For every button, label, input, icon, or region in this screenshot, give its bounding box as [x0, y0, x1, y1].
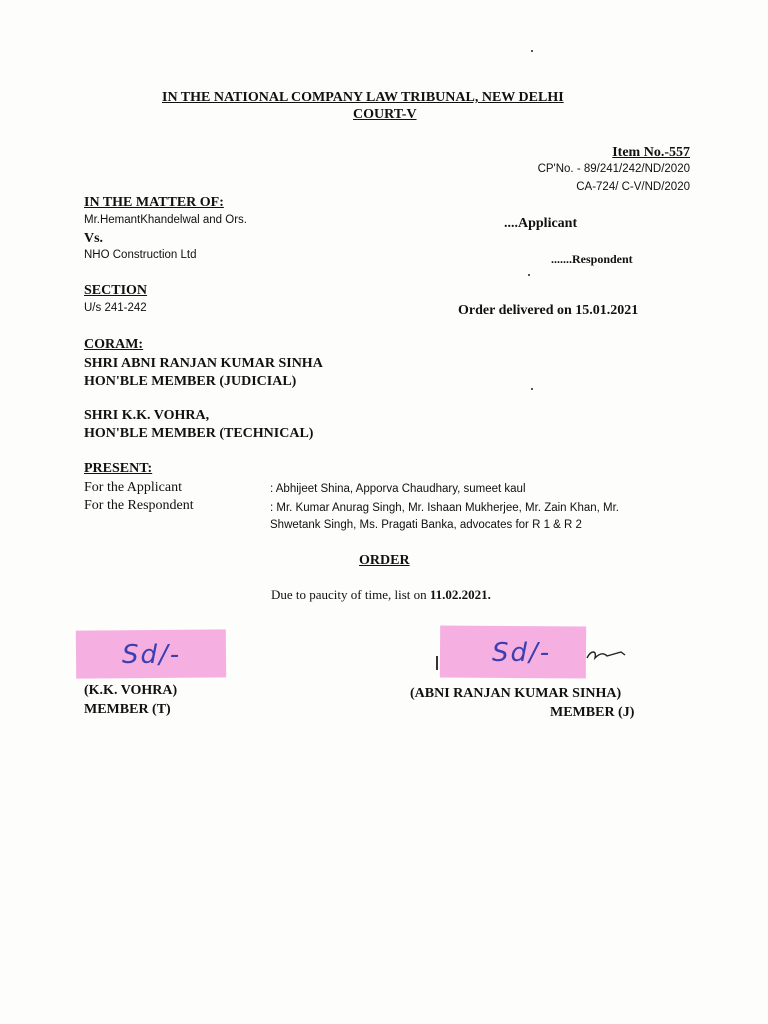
- order-text-prefix: Due to paucity of time, list on: [271, 587, 430, 602]
- coram-member1-title: HON'BLE MEMBER (JUDICIAL): [84, 374, 297, 389]
- order-text: [271, 587, 491, 603]
- section-value: U/s 241-242: [84, 302, 147, 314]
- right-signatory-role: MEMBER (J): [550, 705, 635, 720]
- applicant-name: Mr.HemantKhandelwal and Ors.: [84, 214, 247, 226]
- respondent-counsel-line2: Shwetank Singh, Ms. Pragati Banka, advocates for R 1 & R 2: [270, 519, 582, 531]
- scan-speck: [531, 50, 533, 52]
- section-heading: SECTION: [84, 283, 148, 298]
- coram-member1-name: SHRI ABNI RANJAN KUMAR SINHA: [84, 356, 323, 371]
- present-respondent-label: For the Respondent: [84, 498, 194, 513]
- applicant-counsel: : Abhijeet Shina, Apporva Chaudhary, sumeet kaul: [270, 483, 526, 495]
- order-delivered-date: Order delivered on 15.01.2021: [458, 303, 639, 318]
- respondent-label: .......Respondent: [551, 252, 633, 266]
- left-signature-text: Sd/-: [122, 640, 182, 670]
- right-signatory-name: (ABNI RANJAN KUMAR SINHA): [410, 686, 622, 701]
- respondent-name: NHO Construction Ltd: [84, 249, 197, 261]
- matter-heading: IN THE MATTER OF:: [84, 195, 224, 210]
- signature-mark: [436, 656, 438, 670]
- coram-member2-title: HON'BLE MEMBER (TECHNICAL): [84, 426, 314, 441]
- present-heading: PRESENT:: [84, 461, 153, 476]
- order-list-date: 11.02.2021.: [429, 587, 491, 602]
- applicant-label: ....Applicant: [504, 216, 578, 231]
- tribunal-title: IN THE NATIONAL COMPANY LAW TRIBUNAL, NEW DELHI: [162, 90, 564, 105]
- versus-label: Vs.: [84, 231, 104, 246]
- scan-speck: [528, 274, 530, 276]
- coram-member2-name: SHRI K.K. VOHRA,: [84, 408, 210, 423]
- item-number: Item No.-557: [612, 145, 690, 160]
- handwritten-initials-icon: [585, 646, 627, 664]
- coram-heading: CORAM:: [84, 337, 144, 352]
- ca-number: CA-724/ C-V/ND/2020: [576, 181, 690, 193]
- respondent-counsel-line1: : Mr. Kumar Anurag Singh, Mr. Ishaan Mukherjee, Mr. Zain Khan, Mr.: [270, 502, 619, 514]
- left-signatory-name: (K.K. VOHRA): [84, 683, 178, 698]
- scan-speck: [531, 388, 533, 390]
- order-heading: ORDER: [359, 553, 410, 568]
- right-signature-text: Sd/-: [492, 638, 552, 668]
- court-name: COURT-V: [353, 107, 417, 122]
- cp-number: CP'No. - 89/241/242/ND/2020: [537, 163, 690, 175]
- left-signatory-role: MEMBER (T): [84, 702, 171, 717]
- present-applicant-label: For the Applicant: [84, 480, 182, 495]
